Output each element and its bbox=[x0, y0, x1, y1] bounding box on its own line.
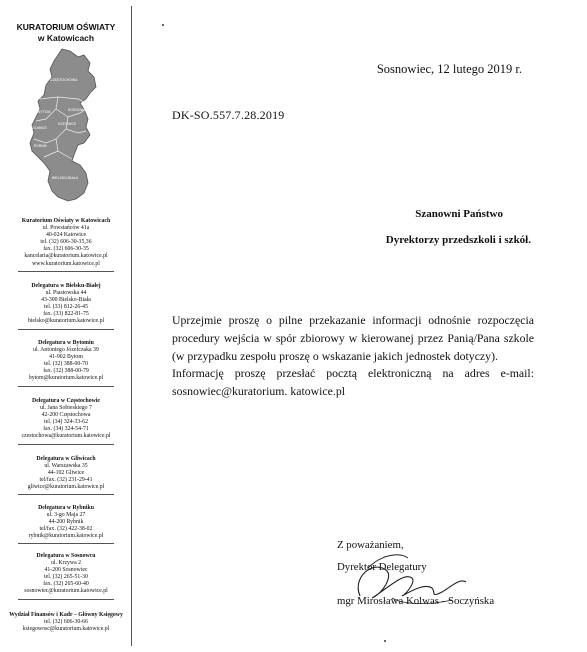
office-bytom bbox=[0, 340, 132, 387]
letterhead-sidebar bbox=[0, 0, 132, 652]
office-line: 41-200 Sosnowiec bbox=[44, 567, 88, 574]
office-line: fax. (32) 606-30-35 bbox=[43, 246, 89, 253]
office-line: fax. (33) 822-81-75 bbox=[43, 311, 89, 318]
office-name: Delegatura w Bielsku-Białej bbox=[31, 283, 101, 289]
office-email[interactable]: rybnik@kuratorium.katowice.pl bbox=[28, 533, 104, 540]
map-label-katowice: KATOWICE bbox=[58, 122, 77, 126]
office-line: tel. (32) 265-51-30 bbox=[44, 574, 88, 581]
office-email[interactable]: gliwice@kuratorium.katowice.pl bbox=[27, 484, 105, 491]
office-line: 42-200 Częstochowa bbox=[41, 412, 91, 419]
map-label-gliwice: GLIWICE bbox=[32, 126, 47, 130]
office-name: Delegatura w Bytomiu bbox=[38, 340, 94, 346]
org-title bbox=[0, 22, 132, 44]
office-rybnik bbox=[0, 505, 132, 544]
office-line: ul. Warszawska 35 bbox=[44, 463, 88, 470]
office-name: Delegatura w Gliwicach bbox=[36, 456, 96, 462]
org-title-line1: KURATORIUM OŚWIATY bbox=[16, 22, 116, 32]
map-label-bielsko: BIELSKO-BIAŁA bbox=[52, 176, 79, 180]
salutation-line1: Szanowni Państwo bbox=[415, 208, 503, 220]
reference-number: DK-SO.557.7.28.2019 bbox=[172, 108, 285, 122]
office-email[interactable]: kancelaria@kuratorium.katowice.pl bbox=[24, 253, 108, 260]
office-line: fax. (32) 265-60-40 bbox=[43, 581, 89, 588]
paragraph-email: Informację proszę przesłać pocztą elektroniczną na adres e-mail: sosnowiec@kuratorium. katowice.pl bbox=[172, 366, 534, 399]
scan-speck bbox=[384, 640, 386, 642]
office-line: tel/fax. (32) 231-29-41 bbox=[39, 477, 93, 484]
office-line: tel. (33) 812-26-45 bbox=[44, 304, 88, 311]
office-line: 44-200 Rybnik bbox=[48, 519, 84, 526]
office-bielsko-biala bbox=[0, 283, 132, 330]
office-line: fax. (34) 324-54-71 bbox=[43, 426, 89, 433]
office-line: ul. Piastowska 44 bbox=[45, 290, 87, 297]
salutation-line2: Dyrektorzy przedszkoli i szkół. bbox=[385, 234, 531, 246]
silesia-map-logo bbox=[28, 47, 100, 207]
office-email[interactable]: czestochowa@kuratorium.katowice.pl bbox=[21, 433, 111, 440]
divider bbox=[18, 543, 114, 544]
paragraph-request: Uprzejmie proszę o pilne przekazanie informacji odnośnie rozpoczęcia procedury wejścia w spór zbiorowy w kierowanej przez Panią/Pana szkole (w przypadku zespołu proszę o wskazanie jakich jednostek dotyczy). bbox=[172, 313, 534, 363]
office-name: Kuratorium Oświaty w Katowicach bbox=[21, 218, 111, 224]
divider bbox=[18, 599, 114, 600]
office-line: 44-102 Gliwice bbox=[47, 470, 85, 477]
office-line: ul. Powstańców 41a bbox=[42, 225, 90, 232]
office-finance bbox=[0, 612, 132, 633]
signer-name: mgr Mirosława Kolwas - Soczyńska bbox=[337, 595, 495, 607]
office-line: 41-902 Bytom bbox=[49, 354, 83, 361]
divider bbox=[18, 444, 114, 445]
office-czestochowa bbox=[0, 398, 132, 445]
office-name: Delegatura w Rybniku bbox=[38, 505, 94, 511]
map-label-czestochowa: CZĘSTOCHOWA bbox=[50, 78, 78, 82]
office-line: ul. Krzywa 2 bbox=[50, 560, 82, 567]
letter-body bbox=[132, 0, 587, 652]
office-name: Delegatura w Częstochowie bbox=[32, 398, 100, 404]
office-line: 43-300 Bielsko-Biała bbox=[41, 297, 91, 304]
letter-content bbox=[172, 312, 534, 401]
office-katowice bbox=[0, 218, 132, 272]
signer-title: Dyrektor Delegatury bbox=[337, 561, 427, 573]
office-email[interactable]: bytom@kuratorium.katowice.pl bbox=[28, 375, 104, 382]
divider bbox=[18, 271, 114, 272]
office-name: Wydział Finansów i Kadr – Główny Księgowy bbox=[9, 612, 123, 618]
org-title-line2: w Katowicach bbox=[37, 33, 95, 43]
divider bbox=[18, 329, 114, 330]
office-line: tel. (32) 606-30-66 bbox=[44, 619, 88, 626]
closing-phrase: Z poważaniem, bbox=[337, 539, 404, 551]
divider bbox=[18, 494, 114, 495]
office-line: tel. (34) 324-33-62 bbox=[44, 419, 88, 426]
office-line: fax. (32) 388-00-79 bbox=[43, 368, 89, 375]
office-email[interactable]: sosnowiec@kuratorium.katowice.pl bbox=[24, 588, 108, 595]
office-line: ul. Antoniego Józefczaka 39 bbox=[33, 347, 99, 354]
office-line: 40-024 Katowice bbox=[45, 232, 87, 239]
office-sosnowiec bbox=[0, 553, 132, 600]
office-email[interactable]: bielsko@kuratorium.katowice.pl bbox=[27, 318, 105, 325]
office-email[interactable]: ksiegowosc@kuratorium.katowice.pl bbox=[22, 626, 110, 633]
map-label-sosnowiec: SOSNOWIEC bbox=[68, 108, 90, 112]
office-gliwice bbox=[0, 456, 132, 495]
office-line: tel/fax. (32) 422-38-02 bbox=[39, 526, 93, 533]
office-name: Delegatura w Sosnowcu bbox=[36, 553, 96, 559]
divider bbox=[18, 386, 114, 387]
office-line: tel. (32) 388-00-70 bbox=[44, 361, 88, 368]
office-line: ul. 3-go Maja 27 bbox=[46, 512, 86, 519]
map-label-rybnik: RYBNIK bbox=[34, 144, 47, 148]
map-label-bytom: BYTOM bbox=[38, 110, 51, 114]
office-line: ul. Jana Sobieskiego 7 bbox=[40, 405, 92, 412]
office-line: tel. (32) 606-30-35,36 bbox=[40, 239, 92, 246]
place-date: Sosnowiec, 12 lutego 2019 r. bbox=[376, 62, 522, 76]
scan-speck bbox=[162, 24, 164, 26]
office-website[interactable]: www.kuratorium.katowice.pl bbox=[32, 260, 100, 267]
